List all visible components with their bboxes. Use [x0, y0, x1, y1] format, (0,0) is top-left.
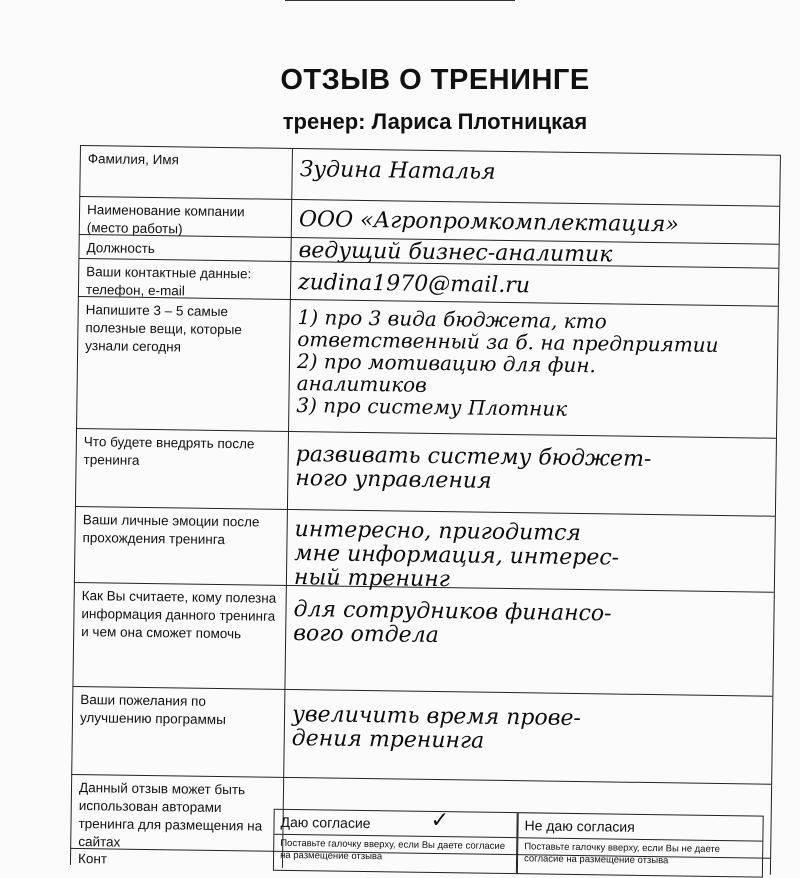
field-label-usefulness: Как Вы считаете, кому полезна информация данного тренинга и чем она сможет помочь: [81, 588, 277, 642]
field-label-contacts: Ваши контактные данные: телефон, e-mail: [85, 264, 252, 299]
consent-disagree-note: Поставьте галочку вверху, если Вы не даете согласие на размещение отзыва: [524, 841, 721, 867]
field-label-wishes: Ваши пожелания по улучшению программы: [79, 692, 226, 728]
table-left-border: [70, 145, 81, 865]
trainer-subtitle: тренер: Лариса Плотницкая: [282, 109, 588, 134]
answer-name: Зудина Наталья: [299, 157, 496, 185]
field-label-name: Фамилия, Имя: [87, 151, 180, 168]
form-row-useful-things: [78, 296, 778, 355]
answer-useful-things: 1) про 3 вида бюджета, кто ответственный за б. на предприятии 2) про мотивацию для фин. аналитиков 3) про систему Плотник: [296, 305, 719, 421]
answer-emotions: интересно, пригодится мне информация, интерес- ный тренинг: [293, 517, 620, 593]
consent-disagree-label: Не даю согласия: [518, 813, 762, 841]
answer-wishes: увеличить время прове- дения тренинга: [291, 702, 582, 754]
field-label-company: Наименование компании (место работы): [86, 202, 245, 237]
answer-company: ООО «Агропромкомплектация»: [298, 207, 680, 238]
answer-usefulness: для сотрудников финансо- вого отдела: [293, 597, 612, 649]
top-rule: [285, 0, 515, 1]
page-title: ОТЗЫВ О ТРЕНИНГЕ: [280, 64, 590, 96]
checkmark-icon: ✓: [430, 807, 450, 834]
field-label-implement: Что будете внедрять после тренинга: [83, 434, 255, 468]
consent-agree-note: Поставьте галочку вверху, если Вы даете согласие на размещение отзыва: [280, 837, 506, 863]
field-label-consent: Данный отзыв может быть использован авторами тренинга для размещения на сайтах: [78, 780, 263, 850]
consent-disagree-box[interactable]: [517, 812, 764, 877]
form-row-name: [80, 145, 780, 168]
footer-partial-label: Конт: [77, 851, 108, 867]
answer-implement: развивать систему бюджет- ного управления: [295, 442, 652, 494]
consent-agree-box[interactable]: [273, 809, 518, 874]
field-label-emotions: Ваши личные эмоции после прохождения тренинга: [82, 512, 260, 548]
answer-contacts: zudina1970@mail.ru: [297, 270, 531, 299]
form-row-emotions: [75, 506, 775, 548]
consent-agree-label: Даю согласие: [274, 810, 516, 838]
answer-position: ведущий бизнес-аналитик: [298, 238, 613, 268]
field-label-position: Должность: [86, 240, 156, 257]
field-label-useful-things: Напишите 3 – 5 самые полезные вещи, которые узнали сегодня: [85, 302, 242, 355]
